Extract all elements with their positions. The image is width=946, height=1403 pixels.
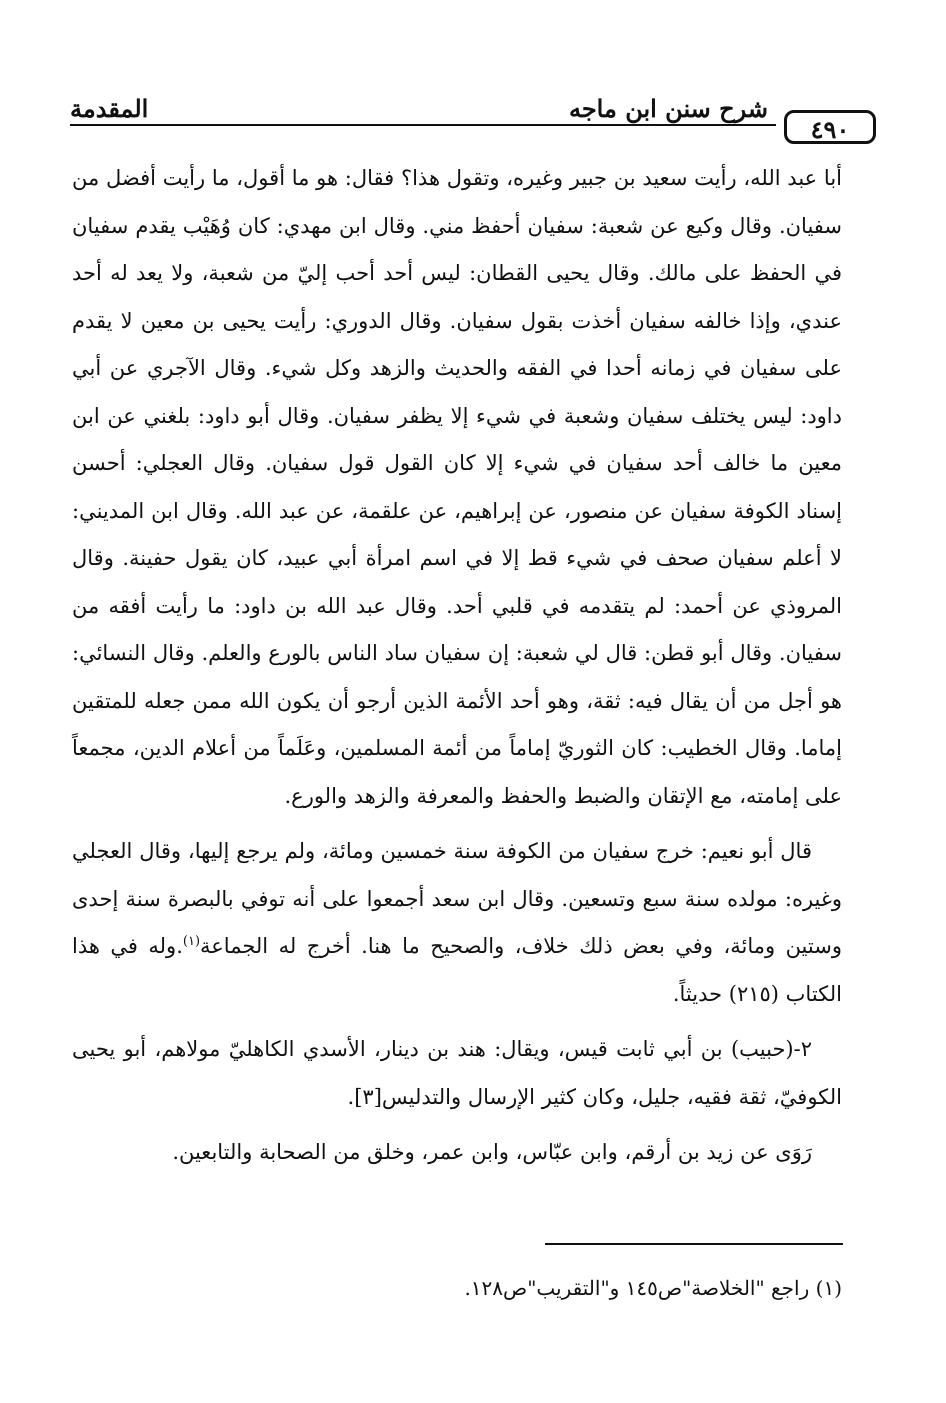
paragraph-2-end: .وله في هذا الكتاب (٢١٥) حديثاً. xyxy=(72,934,842,1006)
paragraph-2-text: قال أبو نعيم: خرج سفيان من الكوفة سنة خمسين ومائة، ولم يرجع إليها، وقال العجلي وغيره: مولده سنة سبع وتسعين. وقال ابن سعد أجمعوا على أنه توفي بالبصرة سنة إحدى وستين ومائة، وفي بعض ذلك خلاف، والصحيح ما هنا. أخرج له الجماعة xyxy=(72,839,842,958)
footnote-marker[interactable]: (١) xyxy=(182,934,201,949)
paragraph-1: أبا عبد الله، رأيت سعيد بن جبير وغيره، وتقول هذا؟ فقال: هو ما أقول، ما رأيت أفضل من سفيان. وقال وكيع عن شعبة: سفيان أحفظ مني. وقال ابن مهدي: كان وُهَيْب يقدم سفيان في الحفظ على مالك. وقال يحيى القطان: ليس أحد أحب إليّ من شعبة، ولا يعد له أحد عندي، وإذا خالفه سفيان أخذت بقول سفيان. وقال الدوري: رأيت يحيى بن معين لا يقدم على سفيان في زمانه أحدا في الفقه والحديث والزهد وكل شيء. وقال الآجري عن أبي داود: ليس يختلف سفيان وشعبة في شيء إلا يظفر سفيان. وقال أبو داود: بلغني عن ابن معين ما خالف أحد سفيان في شيء إلا كان القول قول سفيان. وقال العجلي: أحسن إسناد الكوفة سفيان عن منصور، عن إبراهيم، عن علقمة، عن عبد الله. وقال ابن المديني: لا أعلم سفيان صحف في شيء قط إلا في اسم امرأة أبي عبيد، كان يقول حفينة. وقال المروذي عن أحمد: لم يتقدمه في قلبي أحد. وقال عبد الله بن داود: ما رأيت أفقه من سفيان. وقال أبو قطن: قال لي شعبة: إن سفيان ساد الناس بالورع والعلم. وقال النسائي: هو أجل من أن يقال فيه: ثقة، وهو أحد الأئمة الذين أرجو أن يكون الله ممن جعله للمتقين إماما. وقال الخطيب: كان الثوريّ إماماً من أئمة المسلمين، وعَلَماً من أعلام الدين، مجمعاً على إمامته، مع الإتقان والضبط والحفظ والمعرفة والزهد والورع. xyxy=(72,166,842,808)
paragraph-2 xyxy=(72,828,842,1018)
page-number: ٤٩٠ xyxy=(784,110,876,144)
header-rule xyxy=(70,124,776,126)
footnote: (١) راجع "الخلاصة"ص١٤٥ و"التقريب"ص١٢٨. xyxy=(464,1276,842,1300)
book-title: شرح سنن ابن ماجه xyxy=(568,94,768,123)
paragraph-4: رَوَى عن زيد بن أرقم، وابن عبّاس، وابن عمر، وخلق من الصحابة والتابعين. xyxy=(172,1140,812,1164)
body-text xyxy=(72,155,842,1177)
footnote-rule xyxy=(545,1243,843,1245)
section-title: المقدمة xyxy=(70,94,149,123)
page-header xyxy=(70,92,876,152)
paragraph-3: ٢-(حبيب) بن أبي ثابت قيس، ويقال: هند بن دينار، الأسدي الكاهليّ مولاهم، أبو يحيى الكوفيّ، ثقة فقيه، جليل، وكان كثير الإرسال والتدليس[٣]. xyxy=(72,1037,842,1109)
